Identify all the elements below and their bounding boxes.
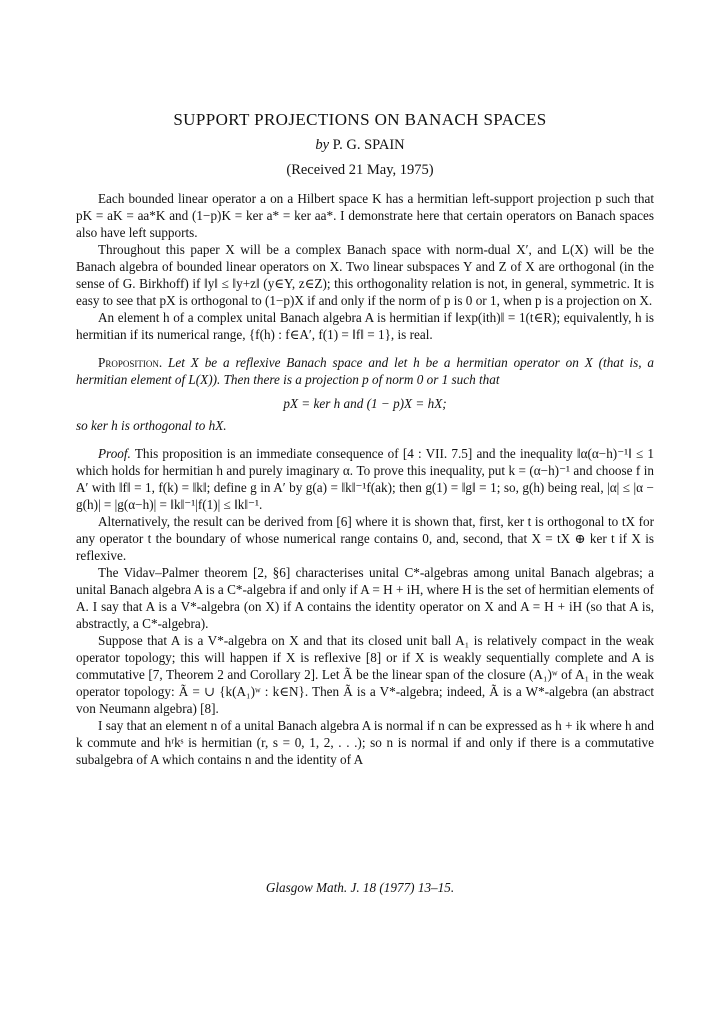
paragraph-alternative: Alternatively, the result can be derived from [6] where it is shown that, first, ker t is orthogonal to tX for any operator t the boundary of whose numerical range contains 0, and, second, that X = tX ⊕ ker t if X is reflexive. [76,514,654,563]
paper-body [76,190,654,768]
received-date: (Received 21 May, 1975) [286,162,434,178]
paragraph-hermitian-definition: An element h of a complex unital Banach algebra A is hermitian if ‖exp(ith)‖ = 1(t∈R); equivalently, h is hermitian if its numerical range, {f(h) : f∈A′, f(1) = ‖f‖ = 1}, is real. [76,310,654,342]
author-name: P. G. SPAIN [332,137,405,153]
paragraph-normal-element: I say that an element n of a unital Banach algebra A is normal if n can be expressed as h + ik where h and k commute and hʳkˢ is hermitian (r, s = 0, 1, 2, . . .); so n is normal if and only if there is a commutative subalgebra of A which contains n and the identity of A [76,718,654,767]
by-word: by [315,137,330,153]
journal-citation: Glasgow Math. J. 18 (1977) 13–15. [265,880,455,895]
paragraph-intro: Each bounded linear operator a on a Hilbert space K has a hermitian left-support projection p such that pK = aK = aa*K and (1−p)K = ker a* = ker aa*. I demonstrate here that certain operators on Banach spaces also have left supports. [76,191,654,240]
paper-title: SUPPORT PROJECTIONS ON BANACH SPACES [173,110,547,129]
proof-label: Proof. [98,446,131,461]
proof-text: This proposition is an immediate consequence of [4 : VII. 7.5] and the inequality ‖α(α−h)⁻¹‖ ≤ 1 which holds for hermitian h and purely imaginary α. To prove this inequality, put k = (α−h)⁻¹ and choose f in A′ with ‖f‖ = 1, f(k) = ‖k‖; define g in A′ by g(a) = ‖k‖⁻¹f(ak); then g(1) = ‖g‖ = 1; so, g(h) being real, |α| ≤ |α − g(h)| = |g(α−h)| = ‖k‖⁻¹|f(1)| ≤ ‖k‖⁻¹. [76,446,655,512]
proposition-text: Let X be a reflexive Banach space and let h be a hermitian operator on X (that is, a hermitian element of L(X)). Then there is a projection p of norm 0 or 1 such that [76,355,655,387]
proposition-display-equation: pX = ker h and (1 − p)X = hX; [283,396,447,411]
proposition-conclusion: so ker h is orthogonal to hX. [76,418,227,433]
proof [76,445,654,513]
proposition-label: Proposition. [98,355,163,370]
paragraph-vidav-palmer: The Vidav–Palmer theorem [2, §6] characterises unital C*-algebras among unital Banach algebras; a unital Banach algebra A is a C*-algebra if and only if A = H + iH, where H is the set of hermitian elements of A. I say that A is a V*-algebra (on X) if A contains the identity operator on X and A = H + iH (so that A is, abstractly, a C*-algebra). [76,565,654,631]
author-line [0,137,720,154]
proposition [76,354,654,388]
paragraph-setting: Throughout this paper X will be a complex Banach space with norm-dual X′, and L(X) will be the Banach algebra of bounded linear operators on X. Two linear subspaces Y and Z of X are orthogonal (in the sense of G. Birkhoff) if ‖y‖ ≤ ‖y+z‖ (y∈Y, z∈Z); this orthogonality relation is not, in general, symmetric. It is easy to see that pX is orthogonal to (1−p)X if and only if the norm of p is 0 or 1, when p is a projection on X. [76,242,654,308]
paragraph-weak-topology: Suppose that A is a V*-algebra on X and that its closed unit ball A₁ is relatively compact in the weak operator topology; this will happen if X is reflexive [8] or if X is weakly sequentially complete and A is commutative [7, Theorem 2 and Corollary 2]. Let Ã be the linear span of the closure (A₁)ʷ of A₁ in the weak operator topology: Ã = ∪ {k(A₁)ʷ : k∈N}. Then Ã is a V*-algebra; indeed, Ã is a W*-algebra (an abstract von Neumann algebra) [8]. [76,633,654,716]
